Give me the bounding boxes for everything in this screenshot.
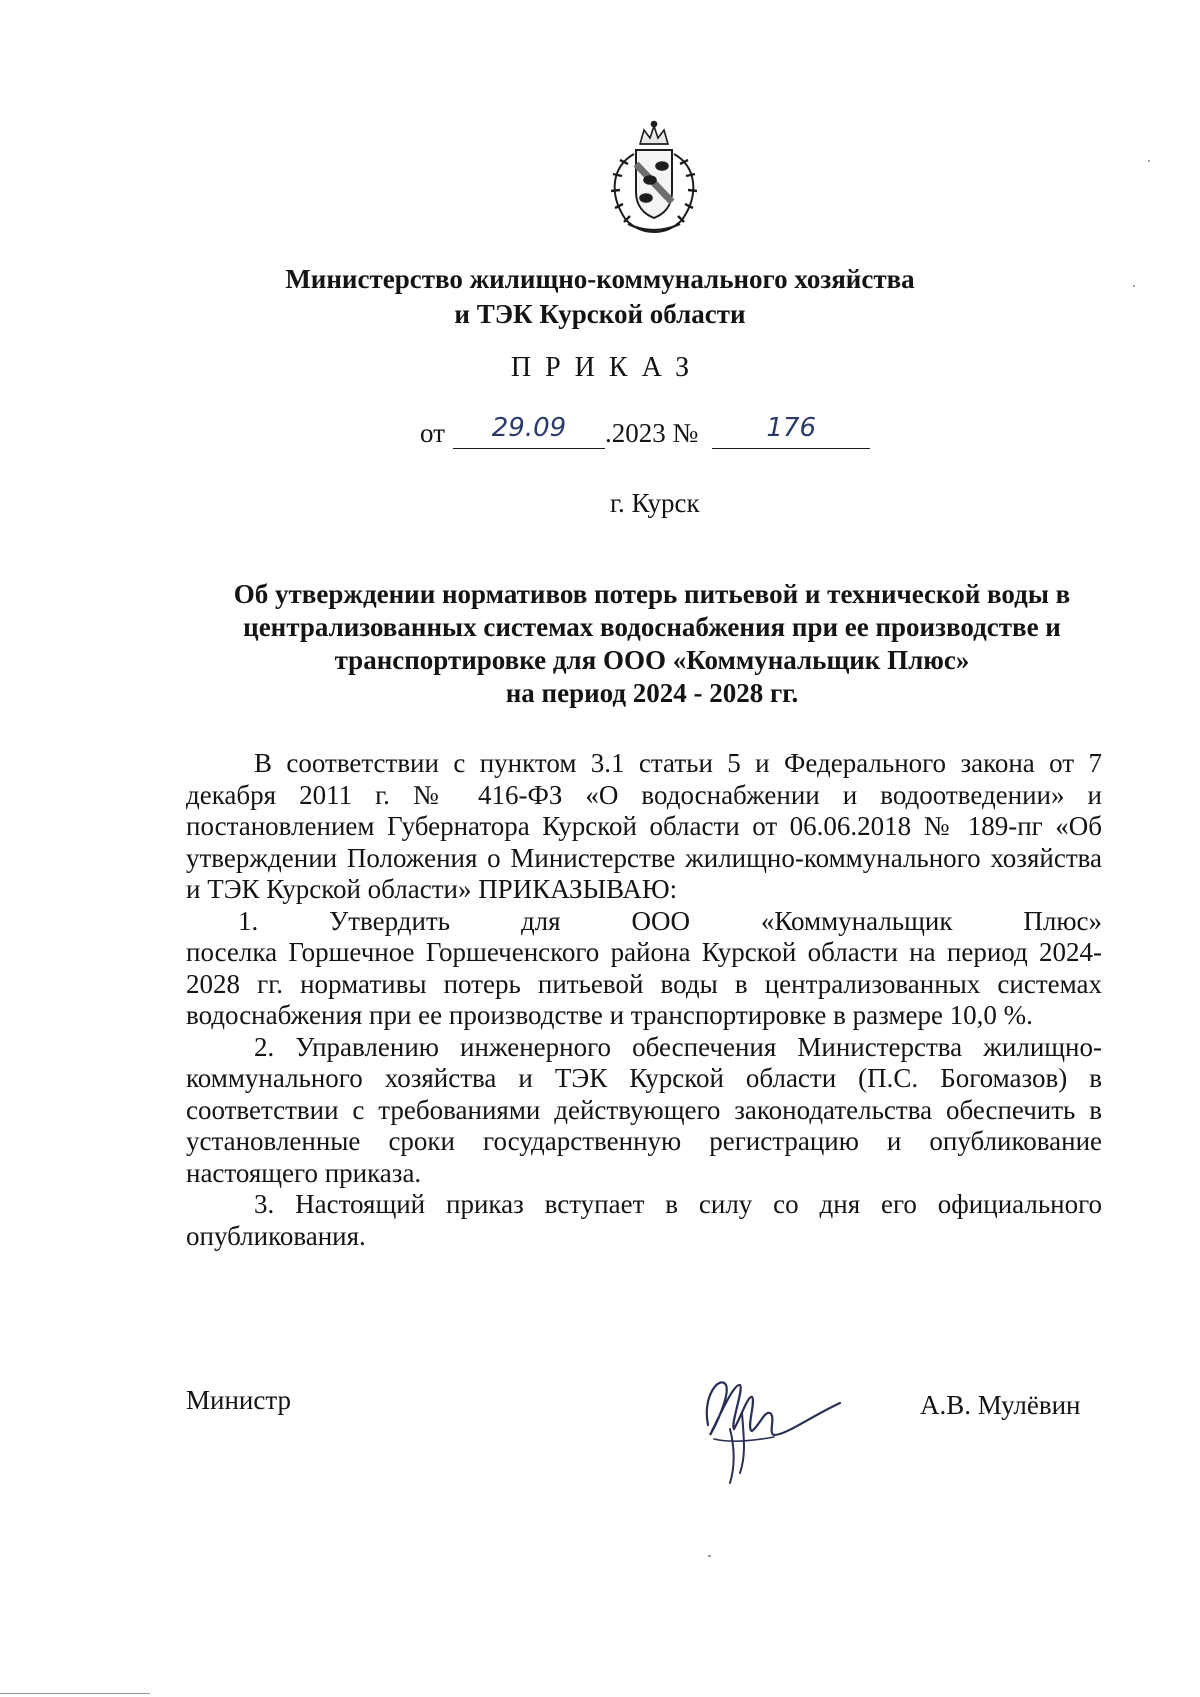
date-field [453,413,605,449]
handwritten-date: 29.09 [491,413,567,443]
kursk-coat-of-arms-icon [590,120,718,236]
date-number-line [420,413,870,449]
scan-speck [708,1555,711,1557]
title-line4: на период 2024 - 2028 гг. [505,678,799,708]
item1-word: ООО [631,905,690,936]
handwritten-signature-icon [690,1355,860,1490]
item1-word: Плюс» [1023,905,1102,936]
title-line3: транспортировке для ООО «Коммунальщик Плюс» [334,645,970,675]
scan-edge-line [0,1693,150,1694]
title-line1: Об утверждении нормативов потерь питьевой и технической воды в [233,579,1071,609]
ministry-name-line2: и ТЭК Курской области [454,299,746,329]
item1-first-line [186,906,1102,938]
item1-word: Утвердить [329,905,451,936]
date-prefix: от [420,418,445,448]
signatory-title: Министр [186,1385,291,1415]
date-year: .2023 [604,418,666,448]
item1-word: «Коммунальщик [760,905,953,936]
title-line2: централизованных системах водоснабжения при ее производстве и [243,612,1061,642]
signatory-name: А.В. Мулёвин [920,1390,1081,1420]
document-type-heading: ПРИКАЗ [510,352,704,383]
preamble-paragraph: В соответствии с пунктом 3.1 статьи 5 и Федерального закона от 7 декабря 2011 г. № 416-ФЗ «О водоснабжении и водоотведении» и постановлением Губернатора Курской области от 06.06.2018 № 189-пг «Об утверждении Положения о Министерстве жилищно-коммунального хозяйства и ТЭК Курской области» ПРИКАЗЫВАЮ: [186,748,1102,904]
city-line: г. Курск [610,488,700,518]
number-field [712,413,870,449]
ministry-name-line1: Министерство жилищно-коммунального хозяйства [285,264,915,294]
item3-paragraph: 3. Настоящий приказ вступает в силу со дня его официального опубликования. [186,1189,1102,1251]
document-title [200,578,1104,710]
item1-word: 1. [238,905,259,936]
handwritten-number: 176 [766,413,817,443]
number-label: № [672,418,699,448]
document-body [186,748,1102,1252]
scan-speck [1148,160,1150,162]
item2-paragraph: 2. Управлению инженерного обеспечения Министерства жилищно-коммунального хозяйства и ТЭК Курской области (П.С. Богомазов) в соответствии с требованиями действующего законодательства обеспечить в установленные сроки государственную регистрацию и опубликование настоящего приказа. [186,1031,1102,1188]
item1-paragraph: поселка Горшечное Горшеченского района Курской области на период 2024-2028 гг. нормативы потерь питьевой воды в централизованных системах водоснабжения при ее производстве и транспортировке в размере 10,0 %. [186,937,1102,1030]
scan-speck [1133,285,1135,287]
item1-word: для [520,905,561,936]
